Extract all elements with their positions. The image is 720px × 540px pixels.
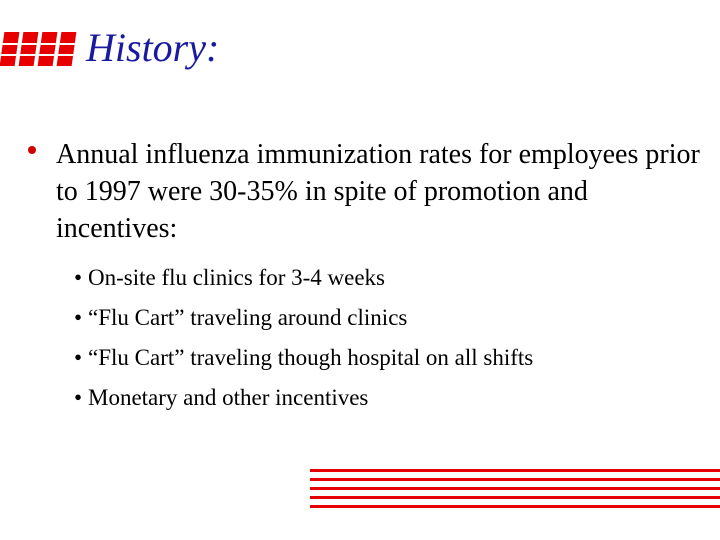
decorative-line	[310, 496, 720, 499]
bottom-lines-decoration	[300, 469, 720, 529]
title-bar	[38, 32, 58, 66]
sub-bullet-item	[74, 298, 714, 338]
sub-bullet-text: “Flu Cart” traveling around clinics	[88, 305, 408, 330]
sub-bullet-text: “Flu Cart” traveling though hospital on all shifts	[88, 345, 534, 370]
sub-bullet-item	[74, 258, 714, 298]
main-bullet-dot	[28, 146, 36, 154]
title-bar	[0, 32, 19, 66]
sub-bullet-dot: •	[74, 265, 83, 290]
decorative-line	[310, 469, 720, 472]
sub-bullet-item	[74, 378, 714, 418]
title-bars-decoration	[0, 32, 78, 66]
sub-bullet-item	[74, 338, 714, 378]
sub-bullet-dot: •	[74, 305, 83, 330]
title-bar	[57, 32, 77, 66]
sub-bullet-list	[74, 258, 714, 418]
sub-bullet-text: Monetary and other incentives	[88, 385, 369, 410]
sub-bullet-text: On-site flu clinics for 3-4 weeks	[88, 265, 386, 290]
decorative-line	[310, 505, 720, 508]
decorative-line	[310, 487, 720, 490]
slide-title: History:	[86, 25, 220, 70]
sub-bullet-dot: •	[74, 345, 83, 370]
main-bullet-text: Annual influenza immunization rates for employees prior to 1997 were 30-35% in spite of promotion and incentives:	[56, 139, 700, 244]
sub-bullet-dot: •	[74, 385, 83, 410]
decorative-line	[310, 478, 720, 481]
title-bar	[19, 32, 39, 66]
